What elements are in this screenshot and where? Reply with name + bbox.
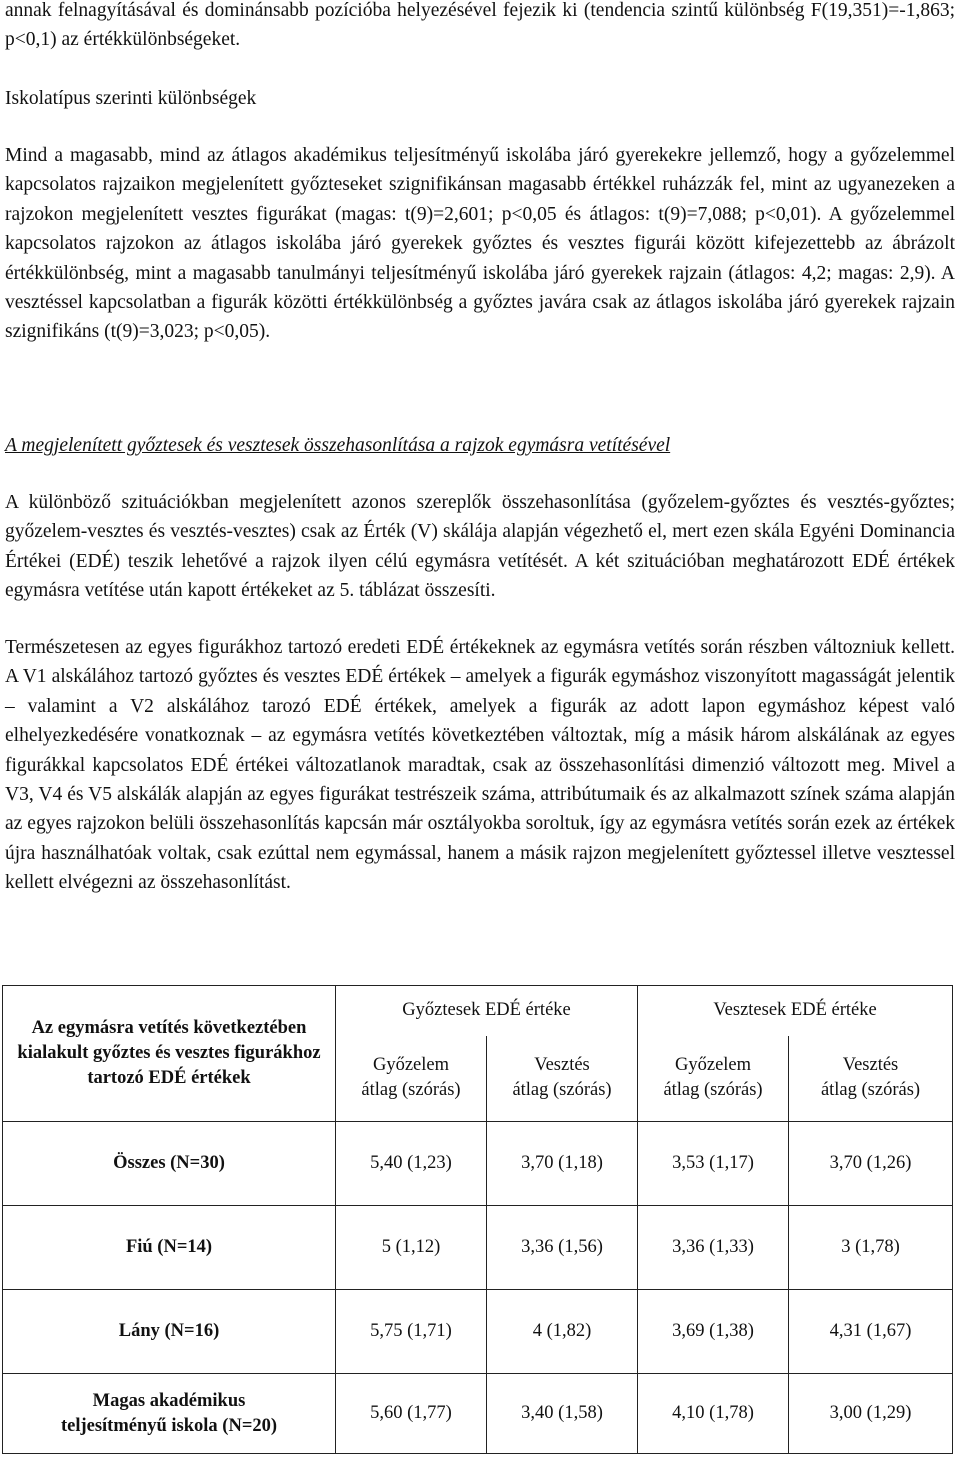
cell-value: 4,31 (1,67) <box>789 1290 953 1374</box>
header-winners: Győztesek EDÉ értéke <box>336 986 638 1036</box>
paragraph-intro: annak felnagyításával és dominánsabb pozícióba helyezésével fejezik ki (tendencia szintű különbség F(19,351)=-1,863; p<0,1) az értékkülönbségeket. <box>5 0 955 51</box>
cell-value: 3,69 (1,38) <box>638 1290 789 1374</box>
paragraph-school-type: Mind a magasabb, mind az átlagos akadémikus teljesítményű iskolába járó gyerekekre jellemző, hogy a győzelemmel kapcsolatos rajzaikon megjelenített győzteseket szignifikánsan magasabb értékkel ruházzák fel, mint az ugyanezeken a rajzokon megjelenített vesztes figurákat (magas: t(9)=2,601; p<0,05 és átlagos: t(9)=7,088; p<0,01). A győzelemmel kapcsolatos rajzokon az átlagos iskolába járó gyerekek győztes és vesztes figurái között kifejezettebb az ábrázolt értékkülönbség, mint a magasabb tanulmányi teljesítményű iskolába járó gyerekek rajzain (átlagos: 4,2; magas: 2,9). A vesztéssel kapcsolatban a figurák közötti értékkülönbség a győztes javára csak az átlagos iskolába járó gyerekek rajzain szignifikáns (t(9)=3,023; p<0,05). <box>5 145 955 343</box>
subheader-cell <box>336 1036 487 1122</box>
table-corner-header: Az egymásra vetítés következtében kialakult győztes és vesztes figurákhoz tartozó EDÉ értékek <box>3 986 336 1122</box>
subheader-line1: Vesztés <box>534 1055 590 1076</box>
ede-table <box>2 985 953 1454</box>
subheader-cell <box>638 1036 789 1122</box>
cell-value: 3,40 (1,58) <box>487 1374 638 1454</box>
cell-value: 3,36 (1,56) <box>487 1206 638 1290</box>
row-label: Összes (N=30) <box>3 1122 336 1206</box>
table-row <box>3 1290 953 1374</box>
table-row <box>3 1206 953 1290</box>
table-row <box>3 1374 953 1454</box>
row-label: Fiú (N=14) <box>3 1206 336 1290</box>
subheader-line1: Győzelem <box>372 1055 450 1076</box>
subheader-line2: átlag (szórás) <box>820 1080 921 1101</box>
section-heading-school-type: Iskolatípus szerinti különbségek <box>5 88 257 109</box>
cell-value: 3 (1,78) <box>789 1206 953 1290</box>
cell-value: 3,70 (1,26) <box>789 1122 953 1206</box>
row-label: Lány (N=16) <box>3 1290 336 1374</box>
paragraph-overlay-method: A különböző szituációkban megjelenített azonos szereplők összehasonlítása (győzelem-győztes és vesztés-győztes; győzelem-vesztes és vesztés-vesztes) csak az Érték (V) skálája alapján végezhető el, mert ezen skála Egyéni Dominancia Értékei (EDÉ) teszik lehetővé a rajzok ilyen célú egymásra vetítését. A két szituációban meghatározott EDÉ értékek egymásra vetítése után kapott értékeket az 5. táblázat összesíti. <box>5 492 955 602</box>
cell-value: 3,53 (1,17) <box>638 1122 789 1206</box>
cell-value: 5 (1,12) <box>336 1206 487 1290</box>
cell-value: 5,75 (1,71) <box>336 1290 487 1374</box>
table-row <box>3 1122 953 1206</box>
cell-value: 4 (1,82) <box>487 1290 638 1374</box>
subheader-line2: átlag (szórás) <box>512 1080 612 1101</box>
subheader-cell <box>789 1036 953 1122</box>
subheader-line1: Vesztés <box>842 1055 899 1076</box>
cell-value: 5,60 (1,77) <box>336 1374 487 1454</box>
cell-value: 5,40 (1,23) <box>336 1122 487 1206</box>
subheader-cell <box>487 1036 638 1122</box>
row-label: Magas akadémikus teljesítményű iskola (N=20) <box>3 1374 336 1454</box>
section-heading-overlay: A megjelenített győztesek és vesztesek összehasonlítása a rajzok egymásra vetítésével <box>5 435 671 456</box>
subheader-line2: átlag (szórás) <box>663 1080 763 1101</box>
paragraph-overlay-details: Természetesen az egyes figurákhoz tartozó eredeti EDÉ értékeknek az egymásra vetítés során részben változniuk kellett. A V1 alskálához tartozó győztes és vesztes EDÉ értékek – amelyek a figurák egymáshoz viszonyított magasságát jelentik – valamint a V2 alskálához tarozó EDÉ értékek, amelyek a figurák az adott lapon egymáshoz képest való elhelyezkedésére vonatkoznak – az egymásra vetítés következtében változtak, míg a másik három alskálának az egyes figurákkal kapcsolatos EDÉ értékei változatlanok maradtak, csak az összehasonlítási dimenzió változott meg. Mivel a V3, V4 és V5 alskálák alapján az egyes figurákat testrészeik száma, attribútumaik és az alkalmazott színek száma alapján az egyes rajzokon belüli összehasonlítás kapcsán már osztályokba soroltuk, így az egymásra vetítés során ezek az értékek újra használhatóak voltak, csak ezúttal nem egymással, hanem a másik rajzon megjelenített győztessel illetve vesztessel kellett elvégezni az összehasonlítást. <box>5 637 955 894</box>
subheader-line2: átlag (szórás) <box>361 1080 461 1101</box>
cell-value: 3,00 (1,29) <box>789 1374 953 1454</box>
subheader-line1: Győzelem <box>675 1055 752 1076</box>
cell-value: 3,36 (1,33) <box>638 1206 789 1290</box>
cell-value: 4,10 (1,78) <box>638 1374 789 1454</box>
header-losers: Vesztesek EDÉ értéke <box>638 986 953 1036</box>
cell-value: 3,70 (1,18) <box>487 1122 638 1206</box>
